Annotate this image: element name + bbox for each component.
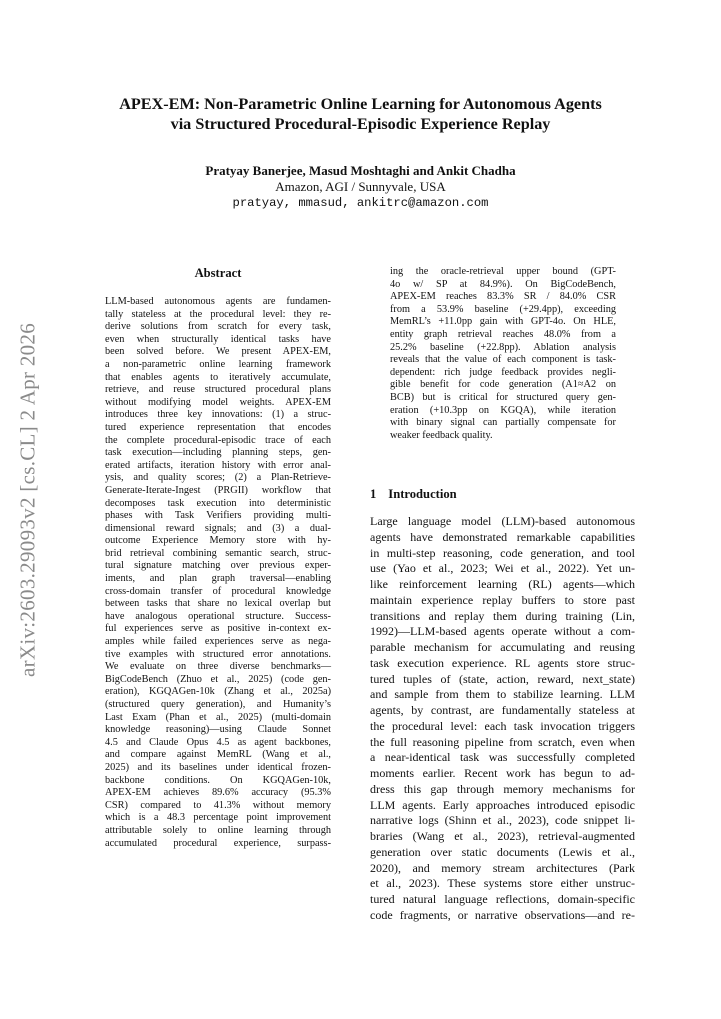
text-line: et al., 2023). These systems store either unstruc- xyxy=(370,876,635,891)
text-line: like reinforcement learning (RL) agents—which xyxy=(370,577,635,591)
introduction-body xyxy=(370,514,635,924)
abstract-left-column xyxy=(105,296,331,850)
text-line: that enables agents to iteratively accumulate, xyxy=(105,371,331,383)
author-email: pratyay, mmasud, ankitrc@amazon.com xyxy=(232,196,489,210)
text-line: with binary signal can partially compensate for xyxy=(390,417,616,429)
author-affiliation: Amazon, AGI / Sunnyvale, USA xyxy=(275,179,446,194)
text-line: task execution—including planning steps, gen- xyxy=(105,447,331,459)
text-line: tured experience representation that encodes xyxy=(105,421,331,433)
text-line: brid retrieval combining semantic search, struc- xyxy=(105,547,331,559)
text-line: a near-identical task was successfully completed xyxy=(370,750,635,765)
text-line: gible benefit for code generation (A1≈A2 on xyxy=(390,379,616,391)
text-line: amples while failed experiences serve as nega- xyxy=(105,636,331,648)
text-line: erated artifacts, iteration history with error anal- xyxy=(105,459,331,471)
text-line: cross-domain transfer of procedural knowledge xyxy=(105,585,331,597)
text-line: dependent: rich judge feedback provides negli- xyxy=(390,366,616,378)
text-line: Large language model (LLM)-based autonomous xyxy=(370,514,635,528)
paper-title xyxy=(60,94,661,134)
text-line: agents have demonstrated remarkable capabilities xyxy=(370,529,635,544)
text-line: a non-parametric online learning framework xyxy=(105,358,331,370)
text-line: moments earlier. Recent work has begun to ad- xyxy=(370,766,635,780)
text-line: narrative logs (Shinn et al., 2023), code snippet li- xyxy=(370,813,635,828)
text-line: APEX-EM reaches 83.3% SR / 84.0% CSR xyxy=(390,291,616,303)
text-line: (structured query generation), and Humanity’s xyxy=(105,699,331,710)
text-line: agents, by contrast, are fundamentally stateless at xyxy=(370,703,635,717)
section-number: 1 xyxy=(370,487,377,501)
text-line: knowledge reasoning)—using Claude Sonnet xyxy=(105,724,331,736)
text-line: the full reasoning pipeline from scratch, even when xyxy=(370,734,635,749)
text-line: tured natural language reflections, domain-specific xyxy=(370,892,635,906)
text-line: task execution experience. RL agents store struc- xyxy=(370,655,635,670)
text-line: CSR) compared to 41.3% without memory xyxy=(105,799,331,811)
title-line-1: APEX-EM: Non-Parametric Online Learning for Autonomous Agents xyxy=(119,95,602,113)
text-line: tured tuples of (state, action, reward, next_state) xyxy=(370,671,635,686)
text-line: ysis, and quality scores; (2) a Plan-Retrieve- xyxy=(105,472,331,484)
text-line: reveals that the value of each component is task- xyxy=(390,354,616,366)
text-line: dimensional reward signals; and (3) a dual- xyxy=(105,522,331,534)
text-line: code fragments, or narrative observations—and re- xyxy=(370,907,635,922)
text-line: transitions and replay them during training (Lin, xyxy=(370,608,635,623)
text-line: generation over static documents (Lewis et al., xyxy=(370,844,635,859)
text-line: BCB) but is critical for structured query gen- xyxy=(390,391,616,403)
title-line-2: via Structured Procedural-Episodic Experience Replay xyxy=(170,115,551,133)
text-line: parable mechanism for accumulating and reusing xyxy=(370,640,635,654)
text-line: attributable solely to online learning through xyxy=(105,824,331,836)
text-line: We evaluate on three diverse benchmarks— xyxy=(105,661,331,673)
text-line: braries (Wang et al., 2023), retrieval-augmented xyxy=(370,829,635,843)
author-block xyxy=(60,163,661,211)
text-line: backbone conditions. On KGQAGen-10k, xyxy=(105,774,331,786)
text-line: 2025) and its baselines under identical frozen- xyxy=(105,761,331,773)
text-line: BigCodeBench (Zhuo et al., 2025) (code gen- xyxy=(105,673,331,685)
section-heading-introduction xyxy=(370,487,457,502)
text-line: without modifying model weights. APEX-EM xyxy=(105,396,331,408)
text-line: introduces three key innovations: (1) a struc- xyxy=(105,409,331,421)
text-line: derive solutions from scratch for every task, xyxy=(105,321,331,333)
text-line: use (Yao et al., 2023; Wei et al., 2022). Yet un- xyxy=(370,561,635,576)
text-line: 4.5 and Claude Opus 4.5 as agent backbones, xyxy=(105,736,331,748)
text-line: tive examples with structured error annotations. xyxy=(105,648,331,660)
text-line: been solved before. We present APEX-EM, xyxy=(105,346,331,358)
text-line: 2020), and memory stream architectures (Park xyxy=(370,860,635,875)
text-line: entity graph retrieval reaches 48.0% from a xyxy=(390,328,616,340)
text-line: MemRL’s +11.0pp gain with GPT-4o. On HLE, xyxy=(390,316,616,328)
text-line: LLM agents. Early approaches introduced episodic xyxy=(370,797,635,812)
text-line: in multi-step reasoning, code generation, and tool xyxy=(370,545,635,560)
text-line: decomposes task execution into deterministic xyxy=(105,497,331,509)
text-line: retrieve, and reuse structured procedural plans xyxy=(105,384,331,396)
author-names: Pratyay Banerjee, Masud Moshtaghi and Ankit Chadha xyxy=(205,163,516,178)
text-line: eration (+10.3pp on KGQA), while iteration xyxy=(390,404,616,416)
text-line: tural signature matching over previous exper- xyxy=(105,560,331,572)
section-title: Introduction xyxy=(388,487,457,501)
text-line: eration), KGQAGen-10k (Zhang et al., 2025a) xyxy=(105,686,331,698)
text-line: ful experiences serve as positive in-context ex- xyxy=(105,623,331,635)
text-line: outcome Experience Memory store with hy- xyxy=(105,535,331,547)
text-line: Last Exam (Phan et al., 2025) (multi-domain xyxy=(105,711,331,723)
text-line: APEX-EM achieves 89.6% accuracy (95.3% xyxy=(105,787,331,799)
text-line: tally stateless at the procedural level: they re- xyxy=(105,308,331,320)
text-line: even when structurally identical tasks have xyxy=(105,333,331,345)
text-line: which is a 48.3 percentage point improvement xyxy=(105,812,331,824)
text-line: dress this gap through memory mechanisms for xyxy=(370,781,635,796)
text-line: 4o w/ SP at 84.9%). On BigCodeBench, xyxy=(390,278,616,290)
arxiv-stamp xyxy=(8,300,48,700)
text-line: phases with Task Verifiers providing multi- xyxy=(105,510,331,522)
abstract-right-column xyxy=(390,266,616,442)
text-line: LLM-based autonomous agents are fundamen- xyxy=(105,296,331,307)
text-line: 1992)—LLM-based agents operate without a com- xyxy=(370,624,635,639)
text-line: 25.2% baseline (+22.8pp). Ablation analysis xyxy=(390,341,616,353)
arxiv-stamp-text: arXiv:2603.29093v2 [cs.CL] 2 Apr 2026 xyxy=(15,322,40,678)
text-line: and compare against MemRL (Wang et al., xyxy=(105,749,331,761)
text-line: and sample from them to stabilize learning. LLM xyxy=(370,687,635,702)
text-line: between tasks that share no lexical overlap but xyxy=(105,598,331,610)
text-line: iments, and plan graph traversal—enabling xyxy=(105,573,331,585)
text-line: have analogous operational structure. Success- xyxy=(105,610,331,622)
text-line: the complete procedural-episodic trace of each xyxy=(105,434,331,446)
abstract-heading: Abstract xyxy=(194,266,242,280)
text-line: Generate-Iterate-Ingest (PRGII) workflow that xyxy=(105,484,331,496)
text-line: from a 53.9% baseline (+29.4pp), exceeding xyxy=(390,303,616,315)
text-line: accumulated procedural experience, surpass- xyxy=(105,837,331,849)
text-line: ing the oracle-retrieval upper bound (GPT- xyxy=(390,266,616,277)
text-line: maintain experience replay buffers to store past xyxy=(370,592,635,607)
text-line: weaker feedback quality. xyxy=(390,429,493,441)
text-line: the procedural level: each task invocation triggers xyxy=(370,718,635,733)
